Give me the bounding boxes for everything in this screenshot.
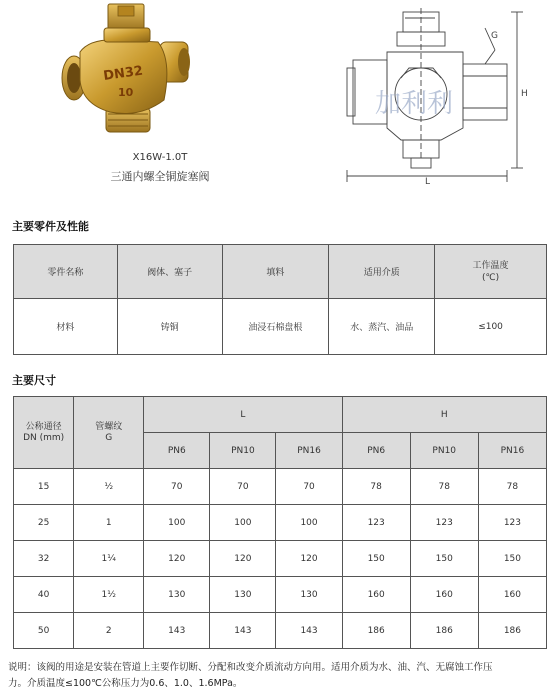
dims-pn-header: PN16 (276, 433, 342, 469)
value-cell: 160 (410, 577, 478, 613)
value-cell: 123 (478, 505, 546, 541)
parts-data-cell: 材料 (14, 299, 118, 355)
dims-table (13, 396, 547, 649)
g-cell: 2 (74, 613, 144, 649)
value-cell: 186 (342, 613, 410, 649)
g-cell: 1¼ (74, 541, 144, 577)
parts-header-cell: 填料 (222, 245, 329, 299)
drawing-label-l: L (425, 177, 431, 186)
value-cell: 130 (276, 577, 342, 613)
note-line: 力。介质温度≤100℃公称压力为0.6、1.0、1.6MPa。 (8, 678, 243, 689)
dims-header-dn: 公称通径 DN (mm) (14, 397, 74, 469)
product-model: X16W-1.0T (132, 152, 188, 163)
dims-pn-header: PN6 (144, 433, 210, 469)
value-cell: 100 (276, 505, 342, 541)
photo-marking-dn: DN32 (102, 63, 144, 84)
parts-table (13, 244, 547, 355)
value-cell: 123 (342, 505, 410, 541)
g-cell: 1 (74, 505, 144, 541)
value-cell: 120 (276, 541, 342, 577)
value-cell: 143 (276, 613, 342, 649)
value-cell: 160 (342, 577, 410, 613)
g-cell: ½ (74, 469, 144, 505)
valve-photo (60, 0, 200, 150)
product-name: 三通内螺全铜旋塞阀 (110, 170, 210, 183)
parts-data-cell: 油浸石棉盘根 (222, 299, 329, 355)
dims-pn-header: PN10 (210, 433, 276, 469)
value-cell: 100 (210, 505, 276, 541)
drawing-label-h: H (521, 89, 528, 99)
value-cell: 123 (410, 505, 478, 541)
value-cell: 78 (342, 469, 410, 505)
watermark: 加利利 (375, 89, 454, 119)
value-cell: 130 (210, 577, 276, 613)
dims-pn-header: PN10 (410, 433, 478, 469)
table-row (14, 505, 547, 541)
parts-data-cell: 水、蒸汽、油品 (329, 299, 435, 355)
value-cell: 120 (210, 541, 276, 577)
dn-cell: 15 (14, 469, 74, 505)
description-note (8, 660, 556, 692)
value-cell: 143 (144, 613, 210, 649)
value-cell: 150 (342, 541, 410, 577)
value-cell: 120 (144, 541, 210, 577)
parts-section-title: 主要零件及性能 (12, 220, 89, 233)
value-cell: 78 (410, 469, 478, 505)
dn-cell: 25 (14, 505, 74, 541)
dims-header-l: L (144, 397, 342, 433)
parts-header-cell: 阀体、塞子 (117, 245, 222, 299)
dn-cell: 32 (14, 541, 74, 577)
dims-section-title: 主要尺寸 (12, 374, 56, 387)
parts-header-cell: 零件名称 (14, 245, 118, 299)
value-cell: 78 (478, 469, 546, 505)
value-cell: 70 (276, 469, 342, 505)
drawing-label-g: G (491, 31, 498, 41)
table-row (14, 577, 547, 613)
parts-header-row (14, 245, 547, 299)
value-cell: 150 (410, 541, 478, 577)
value-cell: 186 (410, 613, 478, 649)
value-cell: 70 (210, 469, 276, 505)
photo-marking-pressure: 10 (118, 86, 134, 99)
dims-pn-header: PN6 (342, 433, 410, 469)
note-line: 说明：该阀的用途是安装在管道上主要作切断、分配和改变介质流动方向用。适用介质为水、油、汽、无腐蚀工作压 (8, 662, 493, 673)
dims-header-h: H (342, 397, 546, 433)
value-cell: 130 (144, 577, 210, 613)
parts-data-row (14, 299, 547, 355)
table-row (14, 541, 547, 577)
dims-pn-header: PN16 (478, 433, 546, 469)
dims-header-g: 管螺纹 G (74, 397, 144, 469)
value-cell: 150 (478, 541, 546, 577)
parts-data-cell: 铸铜 (117, 299, 222, 355)
parts-data-cell: ≤100 (435, 299, 547, 355)
dn-cell: 40 (14, 577, 74, 613)
table-row (14, 613, 547, 649)
dn-cell: 50 (14, 613, 74, 649)
value-cell: 160 (478, 577, 546, 613)
value-cell: 143 (210, 613, 276, 649)
valve-technical-drawing (345, 8, 535, 186)
g-cell: 1½ (74, 577, 144, 613)
value-cell: 100 (144, 505, 210, 541)
value-cell: 186 (478, 613, 546, 649)
table-row (14, 469, 547, 505)
parts-header-cell: 工作温度 (℃) (435, 245, 547, 299)
parts-header-cell: 适用介质 (329, 245, 435, 299)
value-cell: 70 (144, 469, 210, 505)
